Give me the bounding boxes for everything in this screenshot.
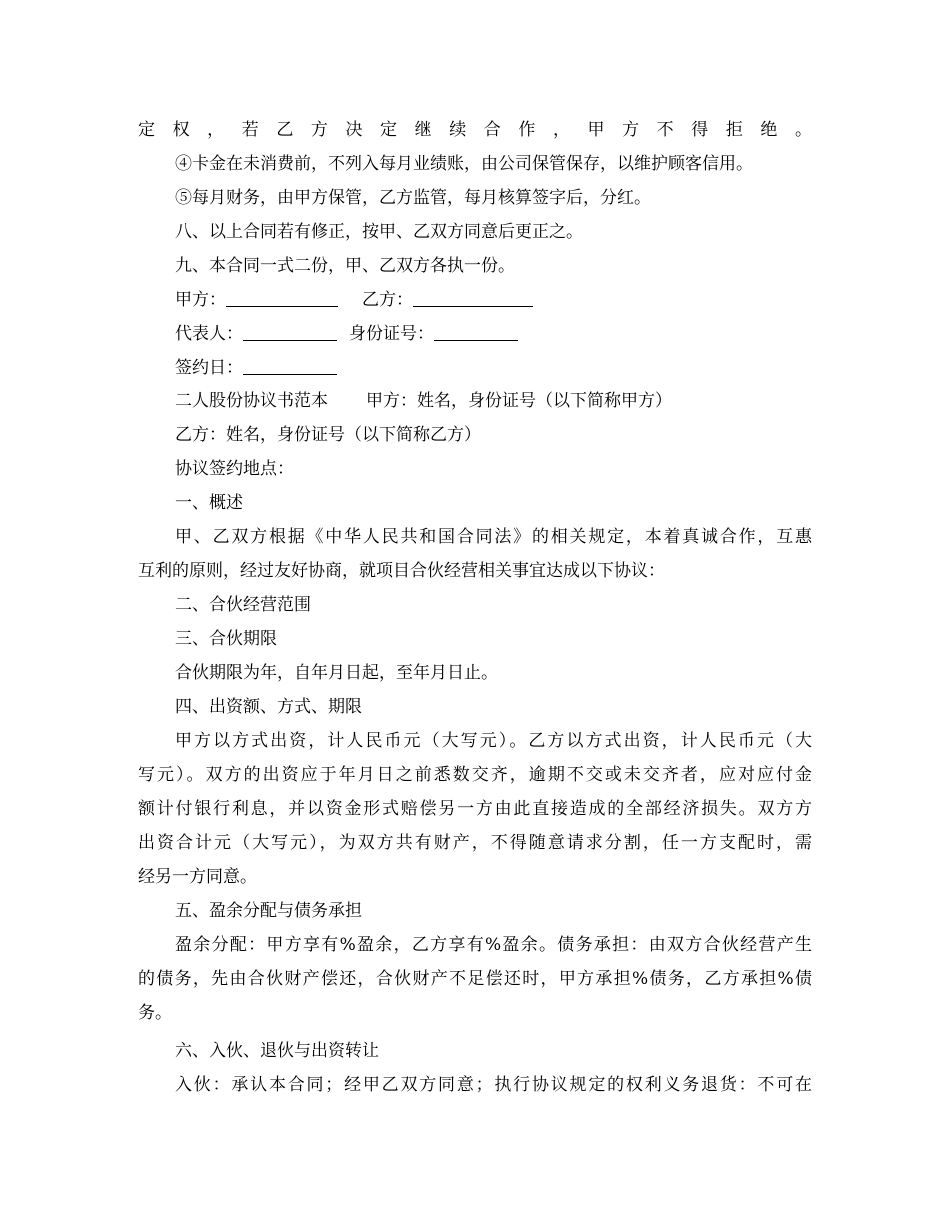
party-a-label: 甲方： — [175, 290, 226, 310]
paragraph-line: 经另一方同意。 — [138, 867, 257, 887]
paragraph-line: 务。 — [138, 1003, 172, 1023]
paragraph-line: ⑤每月财务，由甲方保管，乙方监管，每月核算签字后，分红。 — [175, 188, 651, 208]
paragraph-line: 合伙期限为年，自年月日起，至年月日止。 — [175, 663, 498, 683]
representative-label: 代表人： — [175, 324, 243, 344]
paragraph-line: 八、以上合同若有修正，按甲、乙双方同意后更正之。 — [175, 222, 583, 242]
party-b-label: 乙方： — [362, 290, 413, 310]
paragraph-line: 协议签约地点： — [175, 459, 294, 479]
sign-date-blank — [243, 358, 337, 375]
party-a-blank — [226, 290, 338, 307]
id-number-blank — [434, 324, 518, 341]
paragraph-line: 入伙：承认本合同；经甲乙双方同意；执行协议规定的权利义务退货：不可在 — [175, 1075, 812, 1095]
paragraph-line: 甲、乙双方根据《中华人民共和国合同法》的相关规定，本着真诚合作，互惠 — [175, 527, 812, 547]
id-number-label: 身份证号： — [349, 324, 434, 344]
paragraph-line: 盈余分配：甲方享有%盈余，乙方享有%盈余。债务承担：由双方合伙经营产生 — [175, 935, 812, 955]
paragraph-line: 的债务，先由合伙财产偿还，合伙财产不足偿还时，甲方承担%债务，乙方承担%债 — [138, 969, 812, 989]
paragraph-line: 定权，若乙方决定继续合作，甲方不得拒绝。 — [138, 120, 812, 140]
paragraph-line: 互利的原则，经过友好协商，就项目合伙经营相关事宜达成以下协议： — [138, 561, 665, 581]
representative-blank — [243, 324, 337, 341]
section-heading: 四、出资额、方式、期限 — [175, 697, 362, 717]
paragraph-line: 甲方以方式出资，计人民币元（大写元）。乙方以方式出资，计人民币元（大 — [175, 731, 812, 751]
section-heading: 三、合伙期限 — [175, 629, 277, 649]
section-heading: 六、入伙、退伙与出资转让 — [175, 1041, 379, 1061]
paragraph-line: 额计付银行利息，并以资金形式赔偿另一方由此直接造成的全部经济损失。双方方 — [138, 799, 812, 819]
section-heading: 一、概述 — [175, 493, 243, 513]
agreement-title: 二人股份协议书范本 — [175, 391, 328, 411]
paragraph-line: 九、本合同一式二份，甲、乙双方各执一份。 — [175, 256, 515, 276]
paragraph-line: 出资合计元（大写元），为双方共有财产，不得随意请求分割，任一方支配时，需 — [138, 833, 812, 853]
signature-line-rep — [175, 323, 518, 345]
paragraph-line: ④卡金在未消费前，不列入每月业绩账，由公司保管保存，以维护顾客信用。 — [175, 154, 753, 174]
paragraph-line: 写元）。双方的出资应于年月日之前悉数交齐，逾期不交或未交齐者，应对应付金 — [138, 765, 812, 785]
sign-date-label: 签约日： — [175, 358, 243, 378]
agreement-title-line — [175, 390, 672, 412]
signature-line-parties — [175, 289, 533, 311]
party-b-blank — [413, 290, 533, 307]
section-heading: 五、盈余分配与债务承担 — [175, 901, 362, 921]
agreement-party-a: 甲方：姓名，身份证号（以下简称甲方） — [366, 391, 672, 411]
section-heading: 二、合伙经营范围 — [175, 595, 311, 615]
paragraph-line: 乙方：姓名，身份证号（以下简称乙方） — [175, 425, 481, 445]
signature-line-date — [175, 357, 337, 379]
